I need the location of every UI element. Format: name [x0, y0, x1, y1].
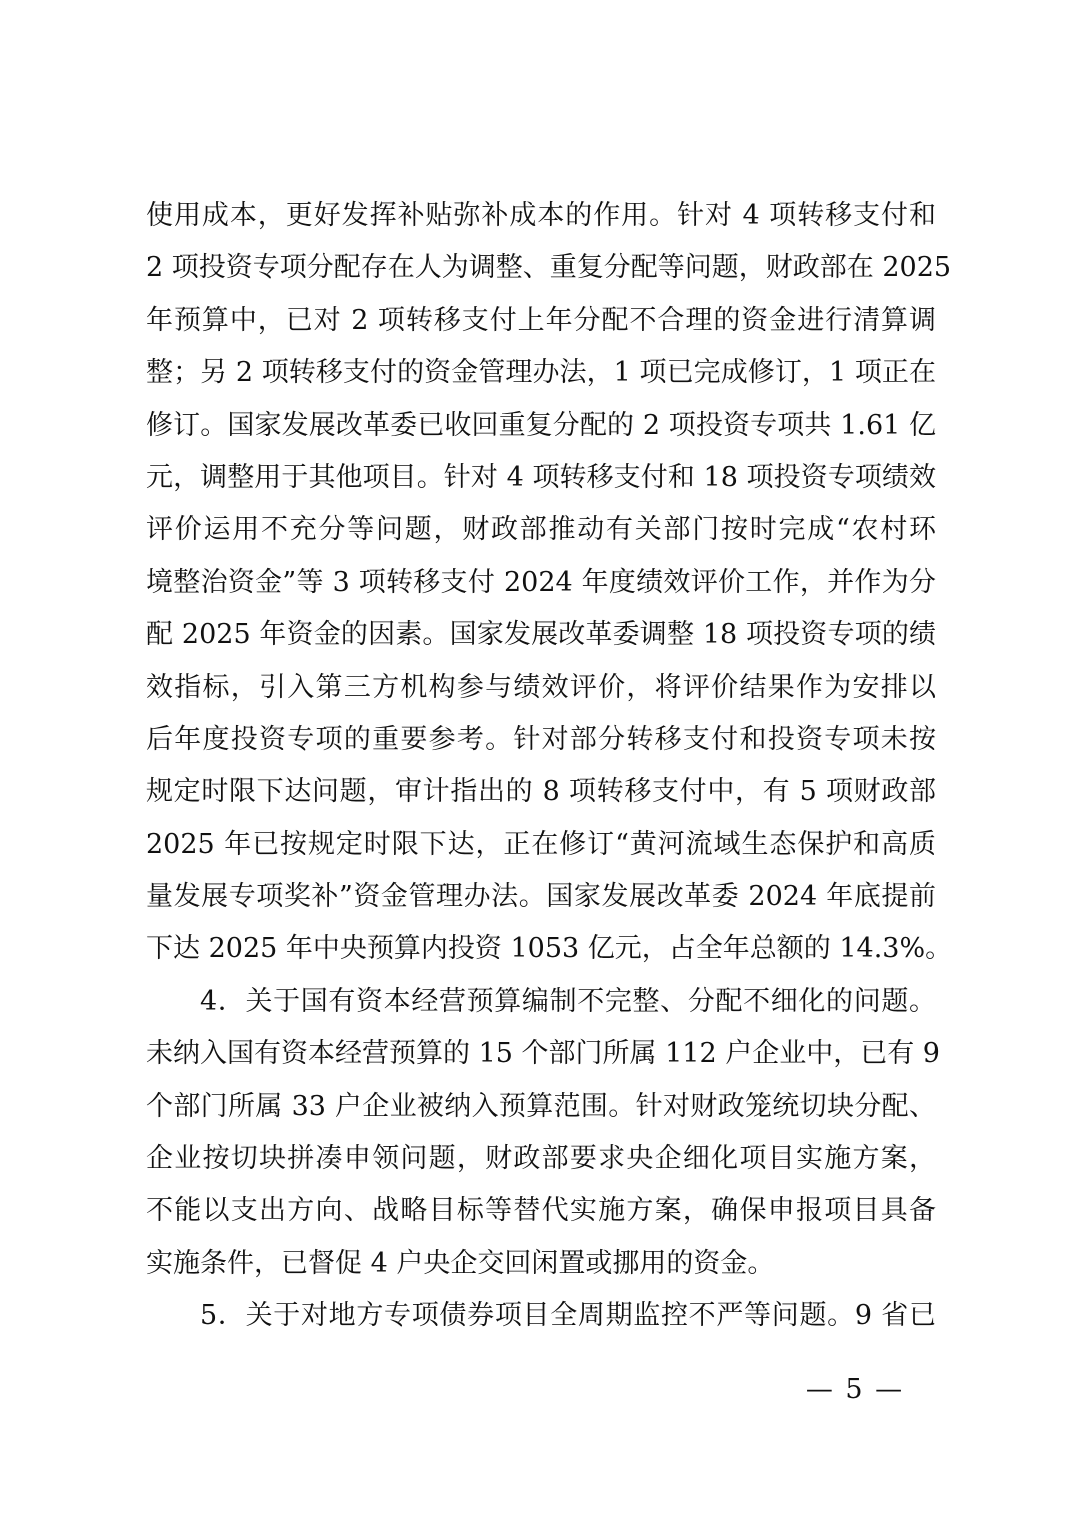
text-line: 量发展专项奖补”资金管理办法。国家发展改革委 2024 年底提前: [146, 881, 936, 913]
text-line: 效指标，引入第三方机构参与绩效评价，将评价结果作为安排以: [146, 671, 936, 703]
text-line: 配 2025 年资金的因素。国家发展改革委调整 18 项投资专项的绩: [146, 619, 936, 651]
page-number: — 5 —: [805, 1374, 905, 1405]
text-line: 规定时限下达问题，审计指出的 8 项转移支付中，有 5 项财政部: [146, 776, 936, 808]
text-line: 不能以支出方向、战略目标等替代实施方案，确保申报项目具备: [146, 1195, 936, 1227]
text-line: 元，调整用于其他项目。针对 4 项转移支付和 18 项投资专项绩效: [146, 461, 936, 493]
paragraph-heading: 4．关于国有资本经营预算编制不完整、分配不细化的问题。: [200, 985, 936, 1017]
text-line: 境整治资金”等 3 项转移支付 2024 年度绩效评价工作，并作为分: [146, 566, 936, 598]
text-line: 企业按切块拼凑申领问题，财政部要求央企细化项目实施方案，: [146, 1143, 936, 1175]
text-line: 2025 年已按规定时限下达，正在修订“黄河流域生态保护和高质: [146, 828, 936, 860]
text-line: 未纳入国有资本经营预算的 15 个部门所属 112 户企业中，已有 9: [146, 1038, 940, 1070]
text-line: 整；另 2 项转移支付的资金管理办法，1 项已完成修订，1 项正在: [146, 357, 936, 389]
text-line: 使用成本，更好发挥补贴弥补成本的作用。针对 4 项转移支付和: [146, 200, 936, 231]
text-line: 评价运用不充分等问题，财政部推动有关部门按时完成“农村环: [146, 514, 936, 546]
text-line: 下达 2025 年中央预算内投资 1053 亿元，占全年总额的 14.3%。: [146, 933, 953, 965]
text-line: 个部门所属 33 户企业被纳入预算范围。针对财政笼统切块分配、: [146, 1090, 936, 1122]
text-line: 2 项投资专项分配存在人为调整、重复分配等问题，财政部在 2025: [146, 252, 952, 284]
text-line: 年预算中，已对 2 项转移支付上年分配不合理的资金进行清算调: [146, 304, 936, 336]
paragraph-heading: 5．关于对地方专项债券项目全周期监控不严等问题。9 省已: [200, 1300, 936, 1332]
text-line: 修订。国家发展改革委已收回重复分配的 2 项投资专项共 1.61 亿: [146, 409, 936, 441]
body-text: [146, 190, 953, 1343]
text-line: 后年度投资专项的重要参考。针对部分转移支付和投资专项未按: [146, 723, 936, 755]
text-line: 实施条件，已督促 4 户央企交回闲置或挪用的资金。: [146, 1247, 775, 1279]
